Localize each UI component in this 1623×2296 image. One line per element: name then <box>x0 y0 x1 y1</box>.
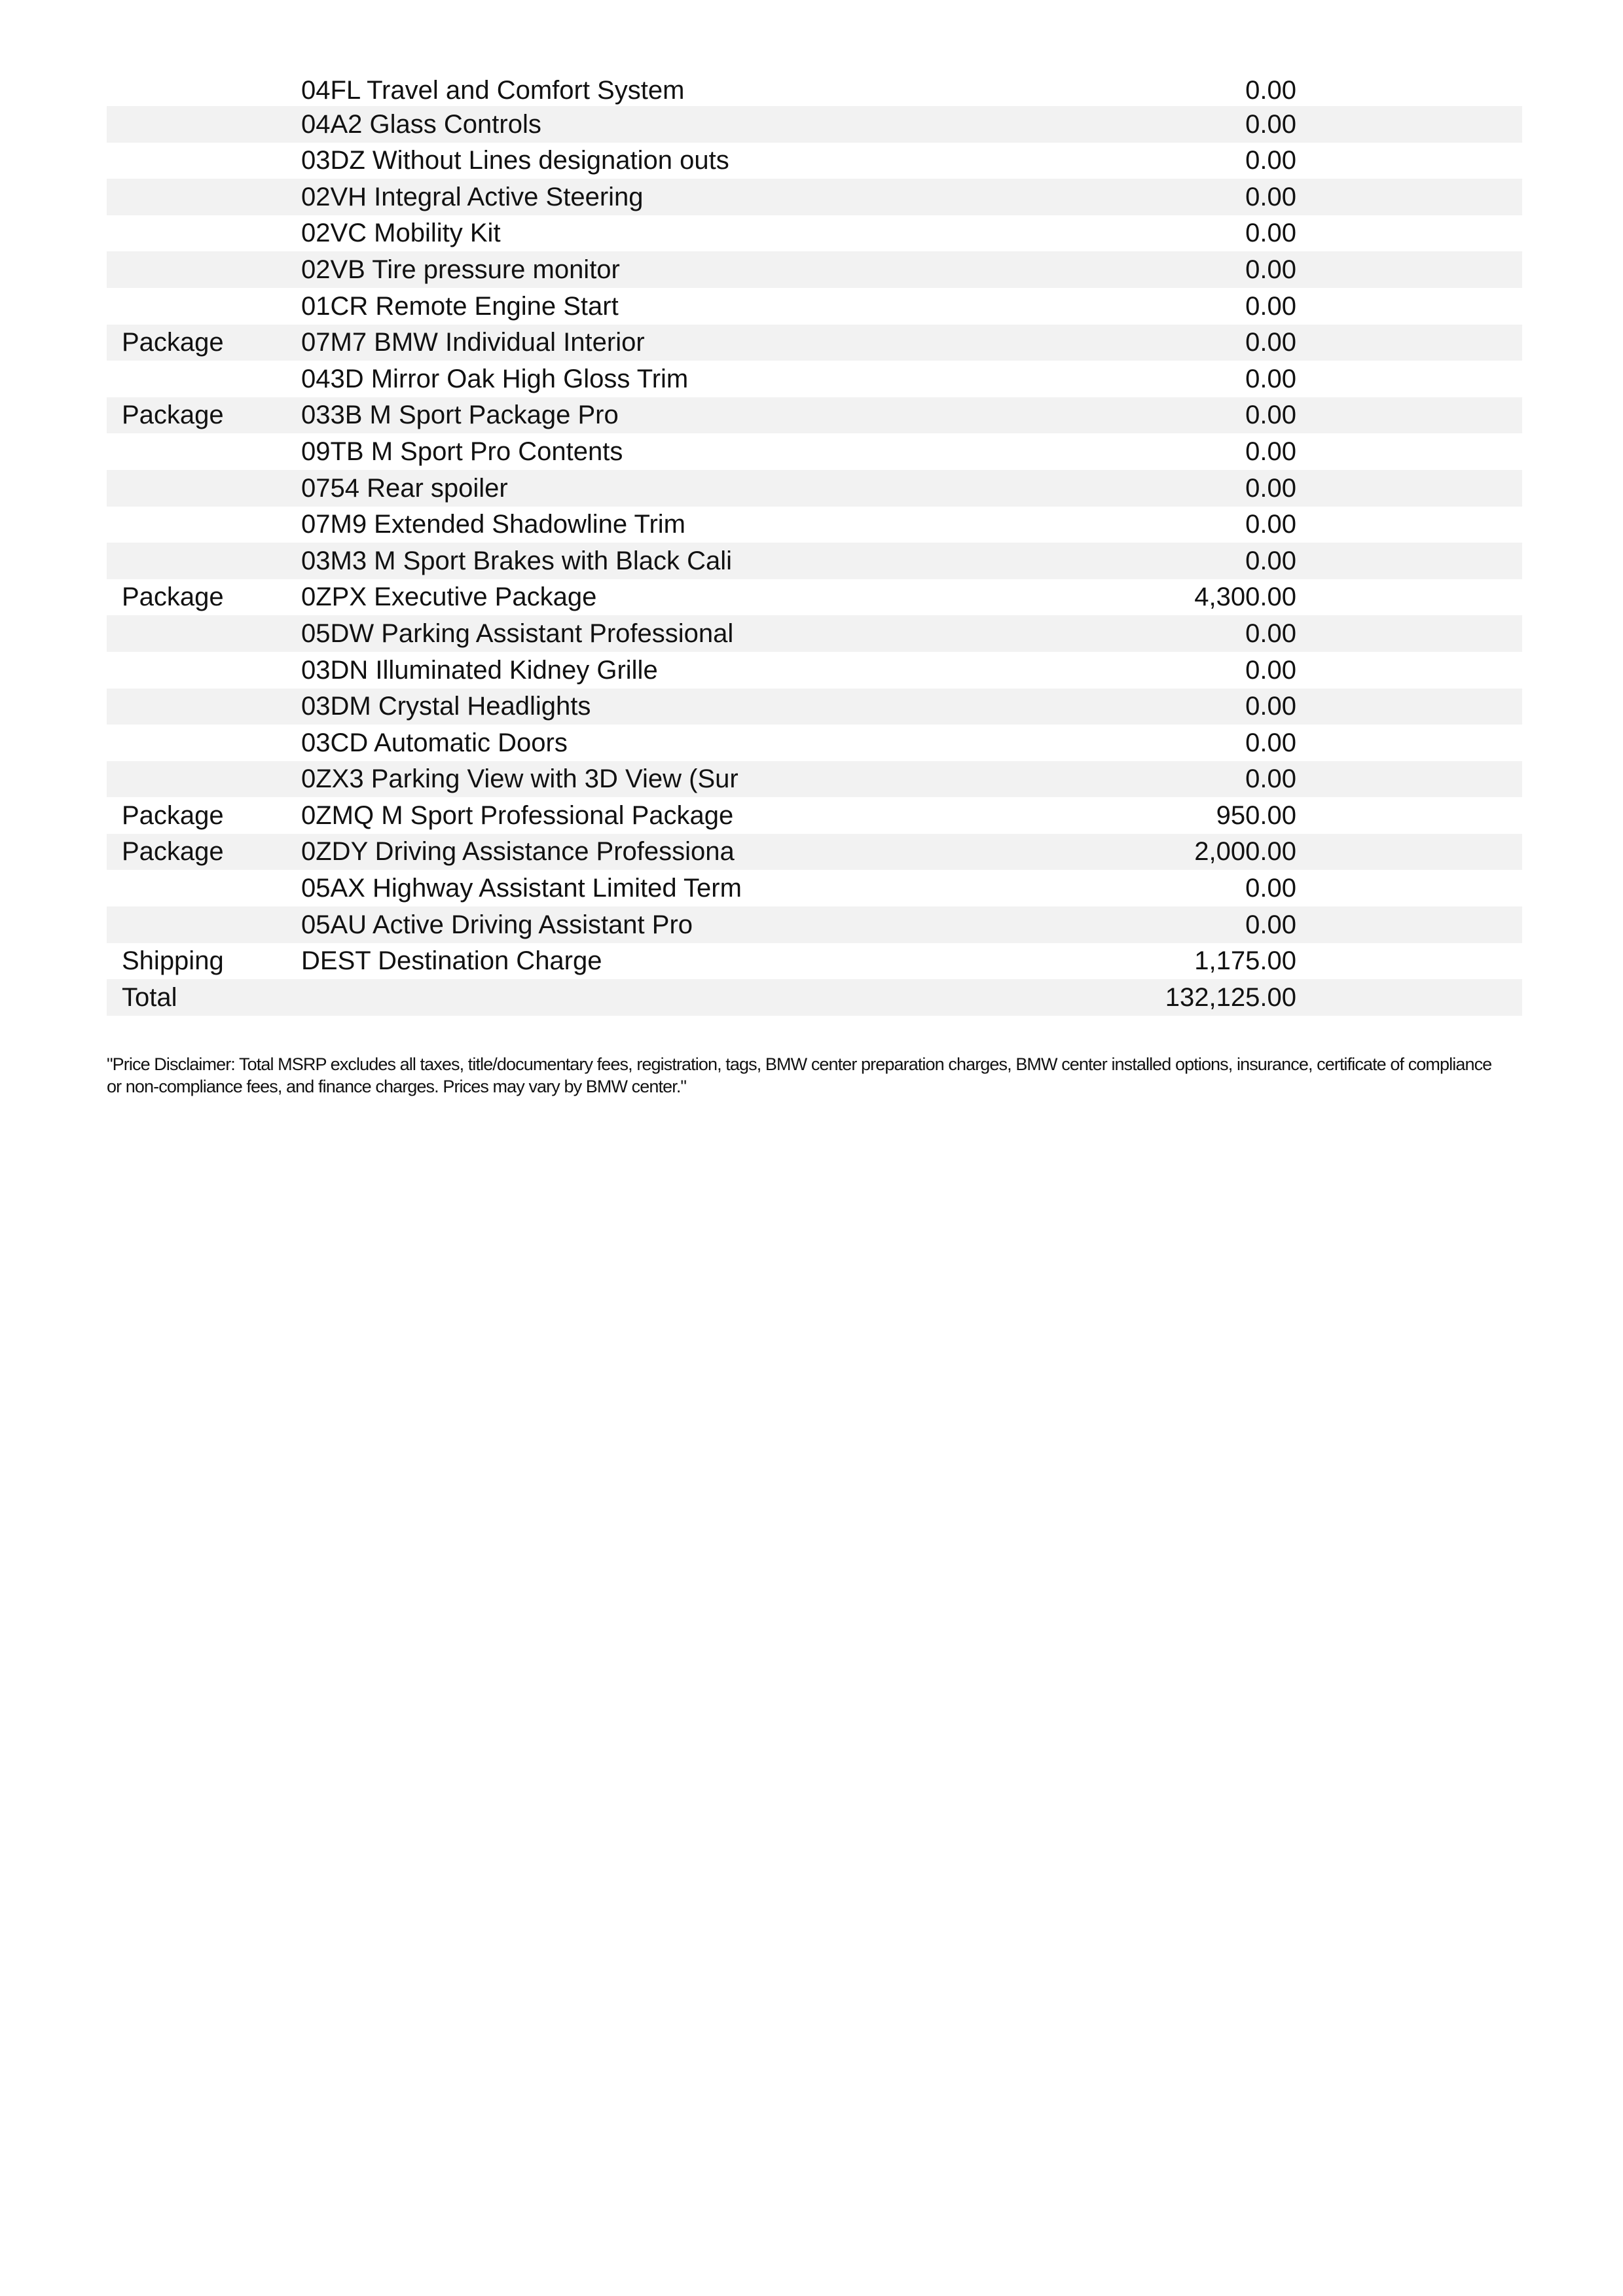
row-description: 02VC Mobility Kit <box>301 219 501 248</box>
table-row <box>107 943 1522 980</box>
table-row <box>107 689 1522 725</box>
row-price: 0.00 <box>1106 543 1296 579</box>
table-row <box>107 179 1522 215</box>
table-row <box>107 106 1522 143</box>
row-description: 05DW Parking Assistant Professional <box>301 615 1106 652</box>
row-category <box>107 689 301 725</box>
table-row <box>107 652 1522 689</box>
row-category: Shipping <box>122 946 224 976</box>
row-price: 950.00 <box>1216 800 1296 830</box>
row-price: 0.00 <box>1245 510 1296 539</box>
row-price: 0.00 <box>1106 325 1296 361</box>
table-row <box>107 75 1522 106</box>
table-row <box>107 579 1522 616</box>
table-row <box>107 543 1522 579</box>
table-row <box>107 507 1522 543</box>
row-description: 02VB Tire pressure monitor <box>301 251 1106 288</box>
row-description <box>301 979 1106 1016</box>
table-row <box>107 361 1522 397</box>
table-row <box>107 251 1522 288</box>
row-price: 0.00 <box>1245 146 1296 175</box>
options-price-table <box>107 75 1522 1016</box>
row-price: 0.00 <box>1245 874 1296 903</box>
row-category: Package <box>107 834 301 870</box>
row-description: 033B M Sport Package Pro <box>301 397 1106 434</box>
row-category <box>107 906 301 943</box>
row-category <box>107 75 301 106</box>
row-category <box>107 106 301 143</box>
row-price: 0.00 <box>1106 615 1296 652</box>
row-category: Package <box>107 325 301 361</box>
row-description: 09TB M Sport Pro Contents <box>301 437 623 466</box>
row-description: 01CR Remote Engine Start <box>301 291 619 321</box>
row-description: 04FL Travel and Comfort System <box>301 76 685 105</box>
row-price: 4,300.00 <box>1194 583 1296 612</box>
row-price: 0.00 <box>1245 76 1296 105</box>
row-category <box>107 870 301 906</box>
table-row <box>107 143 1522 179</box>
row-description: 04A2 Glass Controls <box>301 106 1106 143</box>
row-price: 0.00 <box>1106 689 1296 725</box>
table-row <box>107 433 1522 470</box>
row-category <box>107 215 301 252</box>
row-description: 02VH Integral Active Steering <box>301 179 1106 215</box>
row-description: 03M3 M Sport Brakes with Black Cali <box>301 543 1106 579</box>
table-row <box>107 325 1522 361</box>
table-row <box>107 834 1522 870</box>
table-row <box>107 470 1522 507</box>
table-row <box>107 215 1522 252</box>
row-price: 0.00 <box>1106 251 1296 288</box>
table-row <box>107 761 1522 798</box>
row-description: 05AU Active Driving Assistant Pro <box>301 906 1106 943</box>
row-description: 0ZX3 Parking View with 3D View (Sur <box>301 761 1106 798</box>
table-row <box>107 397 1522 434</box>
row-category <box>107 652 301 689</box>
row-category: Package <box>107 397 301 434</box>
row-price: 0.00 <box>1245 291 1296 321</box>
row-description: 03DZ Without Lines designation outs <box>301 146 729 175</box>
row-description: 0ZMQ M Sport Professional Package <box>301 800 734 830</box>
row-description: 043D Mirror Oak High Gloss Trim <box>301 364 689 393</box>
row-price: 0.00 <box>1245 364 1296 393</box>
row-description: 03CD Automatic Doors <box>301 728 568 757</box>
row-price: 0.00 <box>1245 437 1296 466</box>
row-price: 0.00 <box>1106 906 1296 943</box>
row-price: 0.00 <box>1245 219 1296 248</box>
row-category <box>107 543 301 579</box>
row-category <box>107 725 301 761</box>
row-price: 0.00 <box>1245 655 1296 685</box>
row-price: 2,000.00 <box>1106 834 1296 870</box>
table-row <box>107 615 1522 652</box>
row-description: 0ZPX Executive Package <box>301 583 597 612</box>
row-category <box>107 507 301 543</box>
row-description: 07M9 Extended Shadowline Trim <box>301 510 685 539</box>
row-description: 0ZDY Driving Assistance Professiona <box>301 834 1106 870</box>
row-category <box>107 251 301 288</box>
row-category <box>107 288 301 325</box>
row-price: 0.00 <box>1106 179 1296 215</box>
total-row <box>107 979 1522 1016</box>
row-category <box>107 615 301 652</box>
row-price: 0.00 <box>1106 470 1296 507</box>
row-price: 0.00 <box>1245 728 1296 757</box>
row-description: 03DN Illuminated Kidney Grille <box>301 655 658 685</box>
row-category <box>107 179 301 215</box>
total-label: Total <box>107 979 301 1016</box>
row-category <box>107 143 301 179</box>
row-price: 0.00 <box>1106 761 1296 798</box>
row-description: 07M7 BMW Individual Interior <box>301 325 1106 361</box>
row-category <box>107 433 301 470</box>
options-table-body <box>107 75 1522 1016</box>
row-description: 05AX Highway Assistant Limited Term <box>301 874 742 903</box>
table-row <box>107 288 1522 325</box>
table-row <box>107 725 1522 761</box>
table-row <box>107 797 1522 834</box>
table-row <box>107 906 1522 943</box>
row-category <box>107 361 301 397</box>
table-row <box>107 870 1522 906</box>
row-category: Package <box>122 800 224 830</box>
total-price: 132,125.00 <box>1106 979 1296 1016</box>
price-disclaimer: "Price Disclaimer: Total MSRP excludes all taxes, title/documentary fees, registration, tags, BMW center preparation charges, BMW center installed options, insurance, certificate of compliance or non-compliance fees, and finance charges. Prices may vary by BMW center." <box>107 1054 1492 1096</box>
row-category: Package <box>122 583 224 612</box>
row-description: DEST Destination Charge <box>301 946 602 976</box>
row-price: 1,175.00 <box>1194 946 1296 976</box>
row-description: 03DM Crystal Headlights <box>301 689 1106 725</box>
row-price: 0.00 <box>1106 397 1296 434</box>
row-description: 0754 Rear spoiler <box>301 470 1106 507</box>
row-category <box>107 470 301 507</box>
row-category <box>107 761 301 798</box>
row-price: 0.00 <box>1106 106 1296 143</box>
